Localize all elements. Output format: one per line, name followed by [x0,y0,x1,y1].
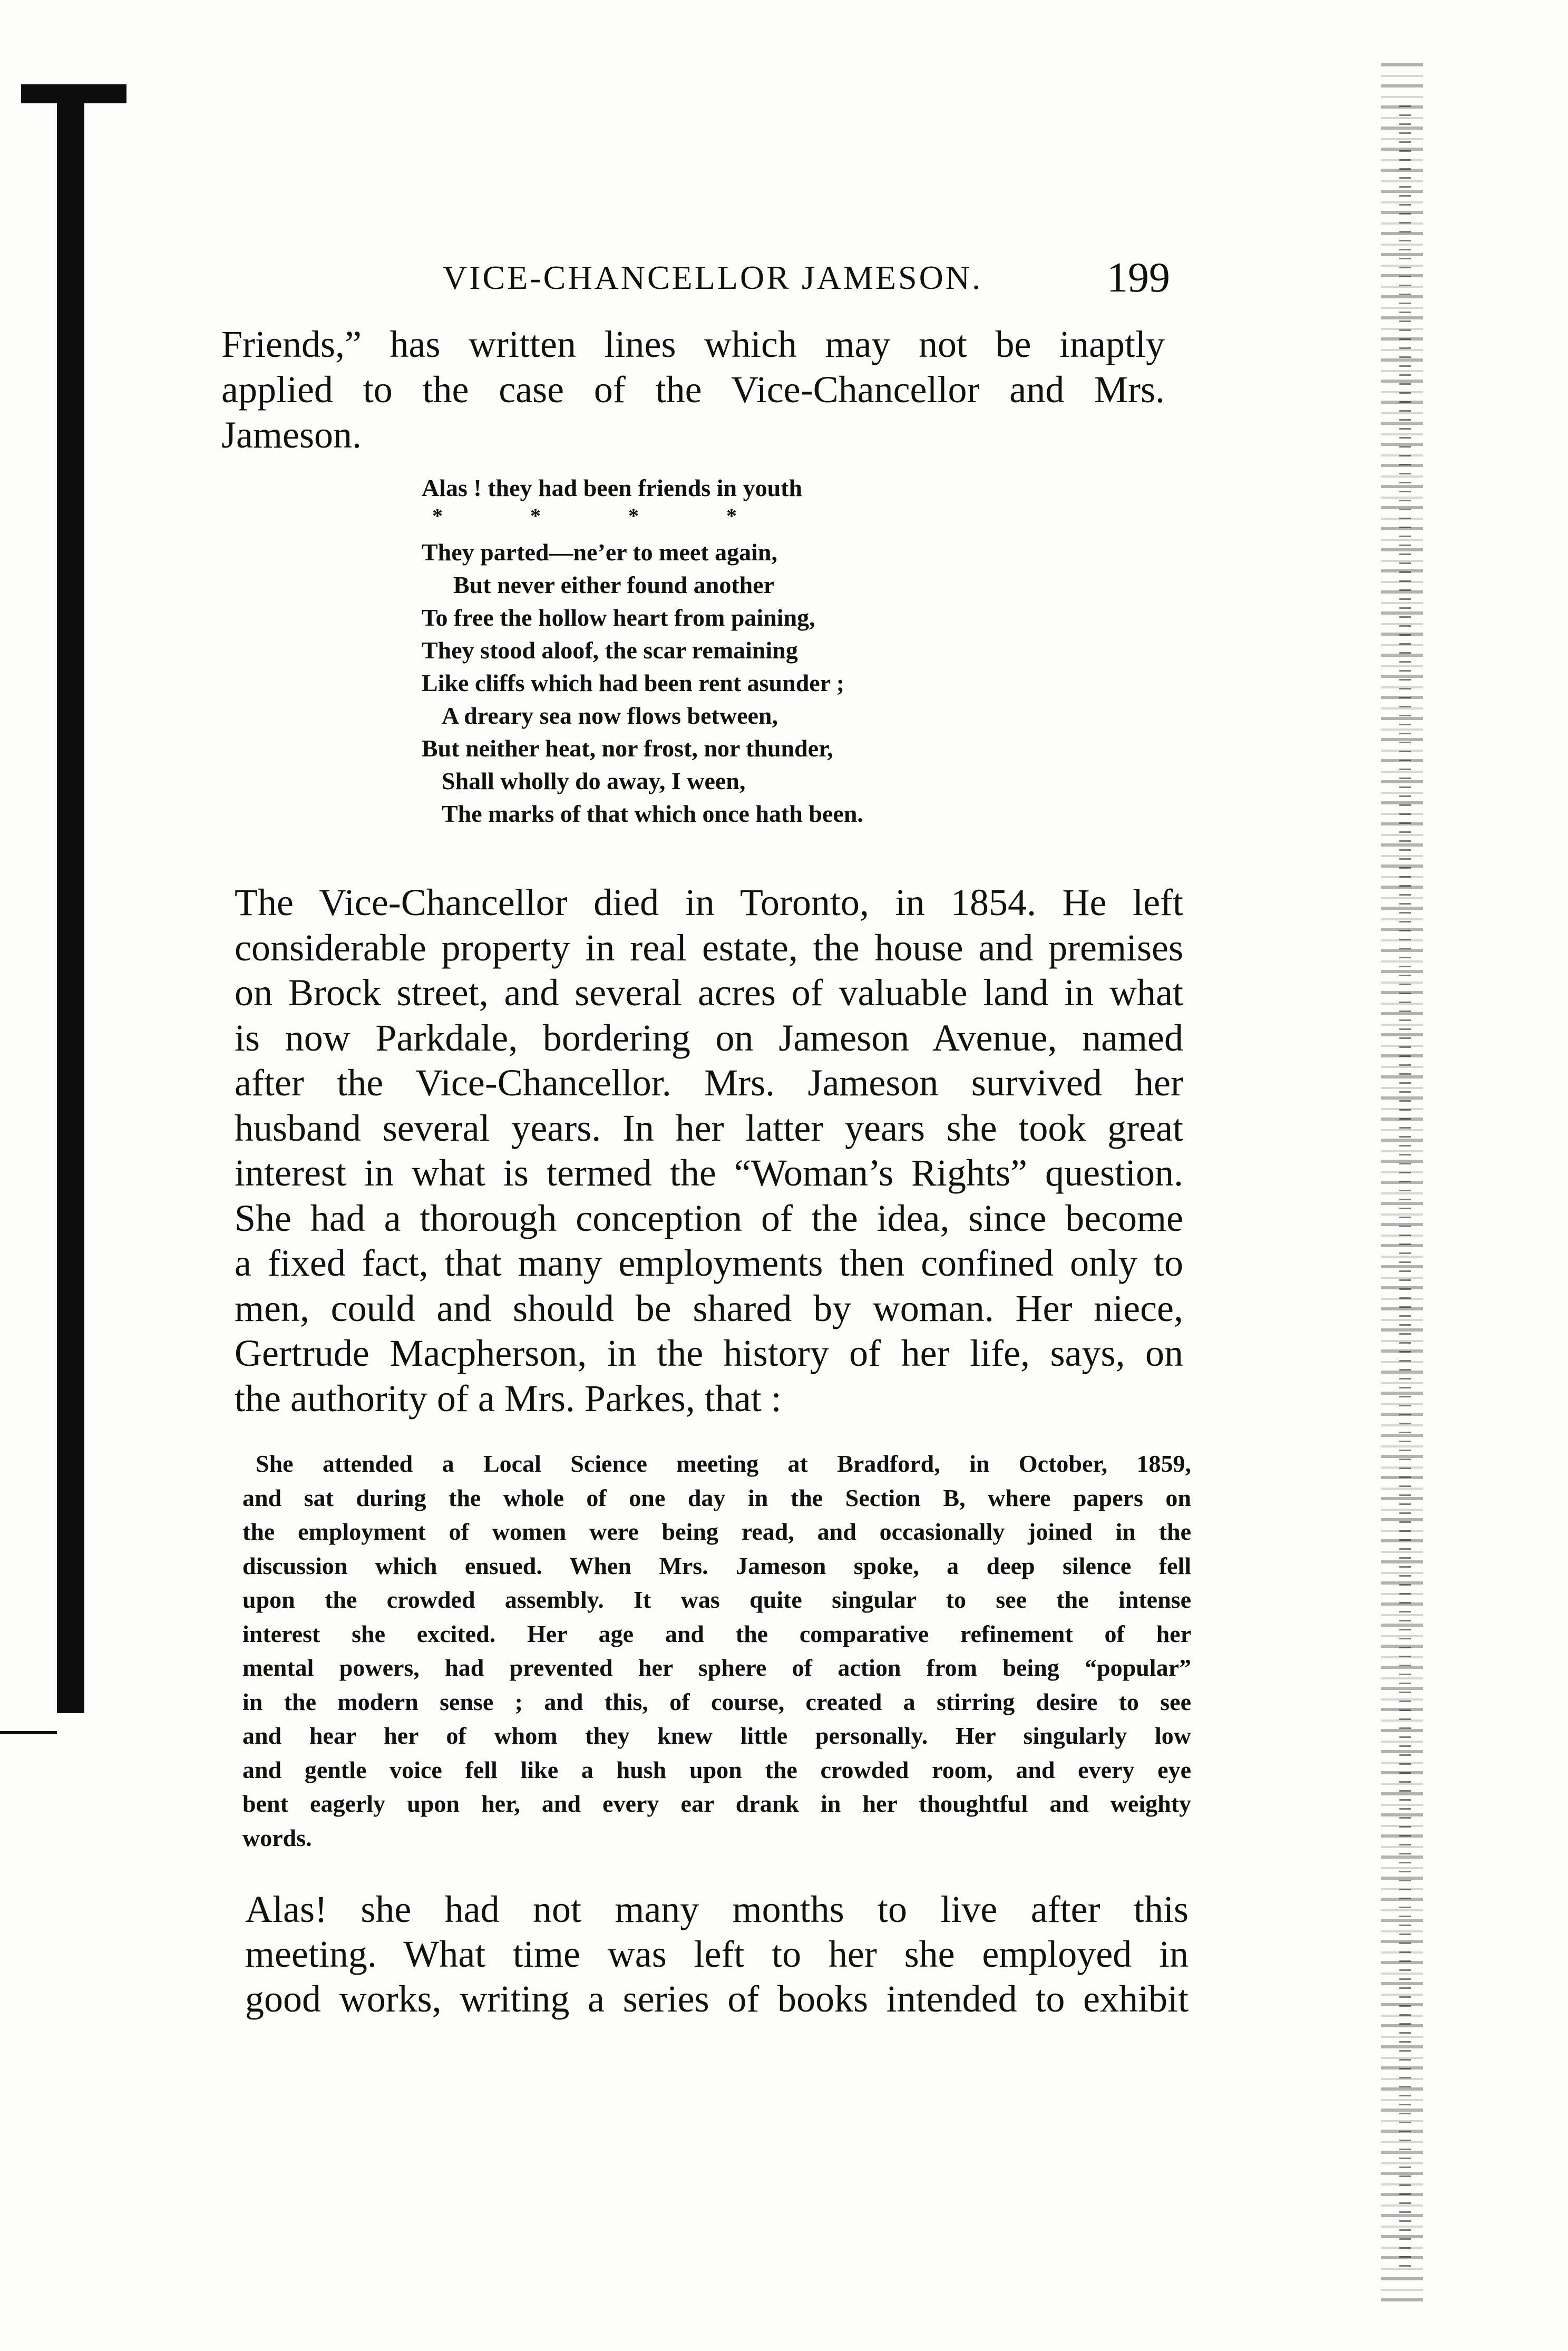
scan-page-edge-noise-inner [1399,105,1411,2267]
quote-line: bent eagerly upon her, and every ear drank in her thoughtful and weighty [242,1790,1191,1817]
main-paragraph [235,880,1183,1421]
quote-line: and sat during the whole of one day in the Section B, where papers on [242,1484,1191,1511]
text-line: Gertrude Macpherson, in the history of her life, says, on [235,1332,1183,1374]
text-line: husband several years. In her latter years she took great [235,1106,1183,1149]
text-line: good works, writing a series of books intended to exhibit [245,1978,1189,2020]
text-line: applied to the case of the Vice-Chancellor and Mrs. [221,368,1165,411]
poem-line: They stood aloof, the scar remaining [422,637,798,664]
quote-line: words. [242,1824,312,1851]
scan-margin-mark [0,1731,57,1734]
text-line: Jameson. [221,414,362,456]
text-line: Friends,” has written lines which may not be inaptly [221,323,1165,365]
poem-line: Alas ! they had been friends in youth [422,474,803,501]
text-line: The Vice-Chancellor died in Toronto, in 1854. He left [235,881,1183,924]
poem-ellipsis-stars: * * * * [432,504,740,528]
quote-line: mental powers, had prevented her sphere of action from being “popular” [242,1654,1191,1681]
quote-line: She attended a Local Science meeting at Bradford, in October, 1859, [256,1450,1191,1477]
poem-line: The marks of that which once hath been. [442,800,863,827]
quote-line: the employment of women were being read, and occasionally joined in the [242,1518,1191,1545]
quote-line: discussion which ensued. When Mrs. Jameson spoke, a deep silence fell [242,1552,1191,1579]
quote-line: and hear her of whom they knew little personally. Her singularly low [242,1722,1191,1749]
closing-paragraph [245,1887,1189,2022]
poem-line: To free the hollow heart from paining, [422,604,815,631]
poem-line: But never either found another [453,571,775,598]
text-line: considerable property in real estate, the house and premises [235,926,1183,969]
poem-line: They parted—ne’er to meet again, [422,539,777,566]
text-line: is now Parkdale, bordering on Jameson Avenue, named [235,1016,1183,1059]
text-line: on Brock street, and several acres of valuable land in what [235,972,1183,1014]
text-line: men, could and should be shared by woman. Her niece, [235,1287,1183,1329]
block-quote [242,1447,1191,1855]
quote-line: and gentle voice fell like a hush upon the crowded room, and every eye [242,1756,1191,1783]
running-head: VICE-CHANCELLOR JAMESON. [443,259,982,296]
poem-excerpt [422,472,1054,830]
quote-line: interest she excited. Her age and the comparative refinement of her [242,1620,1191,1647]
text-line: after the Vice-Chancellor. Mrs. Jameson survived her [235,1062,1183,1104]
poem-line: But neither heat, nor frost, nor thunder, [422,735,833,762]
text-line: meeting. What time was left to her she employed in [245,1933,1189,1975]
text-line: She had a thorough conception of the idea, since become [235,1197,1183,1239]
text-line: the authority of a Mrs. Parkes, that : [235,1377,782,1420]
page-header [443,255,1181,306]
poem-line: Shall wholly do away, I ween, [442,768,746,794]
poem-line: A dreary sea now flows between, [442,702,778,729]
intro-paragraph [221,322,1165,458]
text-line: a fixed fact, that many employments then confined only to [235,1242,1183,1284]
quote-line: upon the crowded assembly. It was quite singular to see the intense [242,1586,1191,1613]
page-number: 199 [1107,255,1170,301]
scan-binding-edge [57,90,84,1713]
text-line: interest in what is termed the “Woman’s Rights” question. [235,1152,1183,1194]
poem-line: Like cliffs which had been rent asunder ; [422,669,845,696]
quote-line: in the modern sense ; and this, of course, created a stirring desire to see [242,1688,1191,1715]
text-line: Alas! she had not many months to live after this [245,1888,1189,1930]
